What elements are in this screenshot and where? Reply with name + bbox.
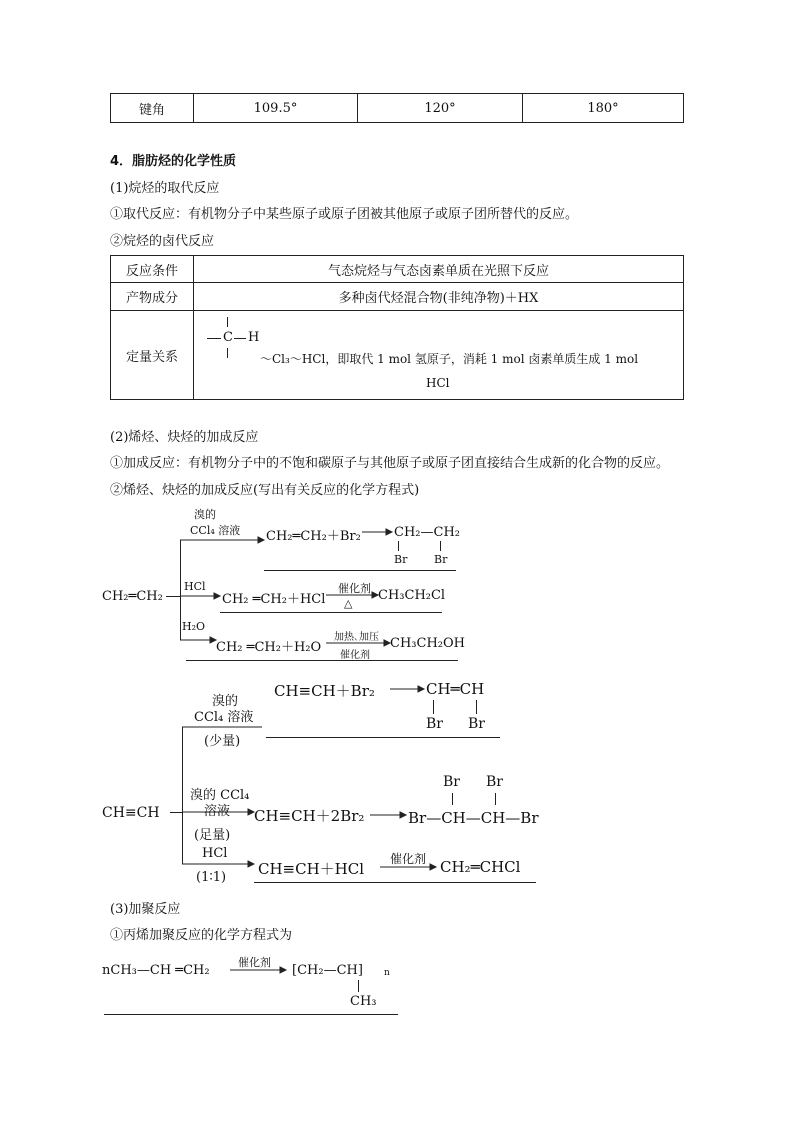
- eth-b2-cond: △: [344, 597, 353, 610]
- eth-b1-reagent-1: 溴的: [194, 508, 216, 521]
- eth-b3-reagent: H₂O: [182, 620, 206, 633]
- eth-b3-cond-bot: 催化剂: [340, 650, 370, 661]
- ace-b2-br-top-2: Br: [486, 774, 503, 790]
- ace-b2-eq: CH≡CH＋2Br₂: [254, 807, 365, 825]
- eth-b3-eq: CH₂ ═CH₂＋H₂O: [216, 640, 322, 655]
- eth-b2-prod: CH₃CH₂Cl: [378, 588, 446, 603]
- eth-b1-reagent-2: CCl₄ 溶液: [190, 524, 241, 537]
- acetylene-start: CH≡CH: [102, 805, 160, 821]
- propene-eq: nCH₃—CH ═CH₂: [102, 963, 210, 978]
- substitution-definition: ①取代反应：有机物分子中某些原子或原子团被其他原子或原子团所替代的反应。: [110, 207, 579, 222]
- ace-b2-reagent-2: 溶液: [204, 804, 231, 819]
- quantity-text-2: HCl: [426, 376, 450, 390]
- condition-label: 反应条件: [111, 256, 194, 283]
- propene-n: n: [384, 968, 390, 978]
- ace-b2-br-top-1: Br: [443, 774, 460, 790]
- polymerization-title: (3)加聚反应: [110, 902, 181, 917]
- struct-hydrogen: H: [248, 330, 260, 345]
- addition-eq-title: ②烯烃、炔烃的加成反应(写出有关反应的化学方程式): [110, 483, 420, 498]
- condition-value: 气态烷烃与气态卤素单质在光照下反应: [194, 256, 684, 283]
- eth-b1-prod: CH₂—CH₂: [394, 525, 460, 540]
- bond-angle-value-2: 120°: [358, 94, 523, 123]
- ethylene-start: CH₂═CH₂: [102, 589, 163, 604]
- eth-b3-prod: CH₃CH₂OH: [390, 636, 465, 651]
- quantity-label: 定量关系: [111, 311, 194, 400]
- ace-b1-br-2: Br: [468, 716, 485, 732]
- bond-angle-value-3: 180°: [523, 94, 684, 123]
- substitution-title: (1)烷烃的取代反应: [110, 181, 220, 196]
- ace-b1-reagent-3: (少量): [204, 734, 241, 749]
- ace-b3-eq: CH≡CH＋HCl: [258, 860, 365, 878]
- ace-b1-br-1: Br: [426, 716, 443, 732]
- ace-b3-reagent-1: HCl: [202, 846, 228, 861]
- ace-b2-prod: Br—CH—CH—Br: [408, 809, 539, 827]
- addition-definition: ①加成反应：有机物分子中的不饱和碳原子与其他原子或原子团直接结合生成新的化合物的反应。: [110, 456, 670, 471]
- addition-title: (2)烯烃、炔烃的加成反应: [110, 430, 259, 445]
- eth-b2-reagent: HCl: [184, 580, 206, 593]
- ace-b2-reagent-1: 溴的 CCl₄: [190, 788, 250, 803]
- eth-b1-br-2: Br: [434, 553, 448, 566]
- ace-b3-reagent-2: (1∶1): [196, 870, 227, 885]
- section-4-title: 4．脂肪烃的化学性质: [110, 154, 237, 169]
- bond-angle-label: 键角: [111, 94, 194, 123]
- eth-b1-br-1: Br: [394, 553, 408, 566]
- quantity-text: ～Cl₃～HCl，即取代 1 mol 氢原子，消耗 1 mol 卤素单质生成 1 mol: [260, 352, 639, 366]
- eth-b1-eq: CH₂═CH₂＋Br₂: [266, 529, 361, 544]
- propene-prod: [CH₂—CH]: [292, 963, 363, 978]
- ace-b1-eq: CH≡CH＋Br₂: [274, 682, 375, 700]
- ace-b2-reagent-3: (足量): [194, 828, 231, 843]
- ace-b3-prod: CH₂═CHCl: [440, 858, 521, 876]
- eth-b2-cat: 催化剂: [338, 582, 371, 595]
- eth-b2-eq: CH₂ ═CH₂＋HCl: [222, 592, 326, 607]
- polymerization-definition: ①丙烯加聚反应的化学方程式为: [110, 928, 293, 943]
- propene-ch3: CH₃: [350, 994, 377, 1009]
- halogenation-title: ②烷烃的卤代反应: [110, 234, 215, 249]
- ace-b1-reagent-1: 溴的: [212, 694, 239, 709]
- struct-carbon: C: [223, 330, 233, 345]
- ace-b1-reagent-2: CCl₄ 溶液: [194, 710, 254, 725]
- bond-angle-value-1: 109.5°: [194, 94, 358, 123]
- ace-b3-cat: 催化剂: [390, 852, 427, 866]
- eth-b3-cond-top: 加热､加压: [334, 632, 379, 643]
- ace-b1-prod: CH═CH: [426, 680, 485, 698]
- product-value: 多种卤代烃混合物(非纯净物)＋HX: [194, 283, 684, 311]
- propene-cat: 催化剂: [238, 956, 271, 969]
- product-label: 产物成分: [111, 283, 194, 311]
